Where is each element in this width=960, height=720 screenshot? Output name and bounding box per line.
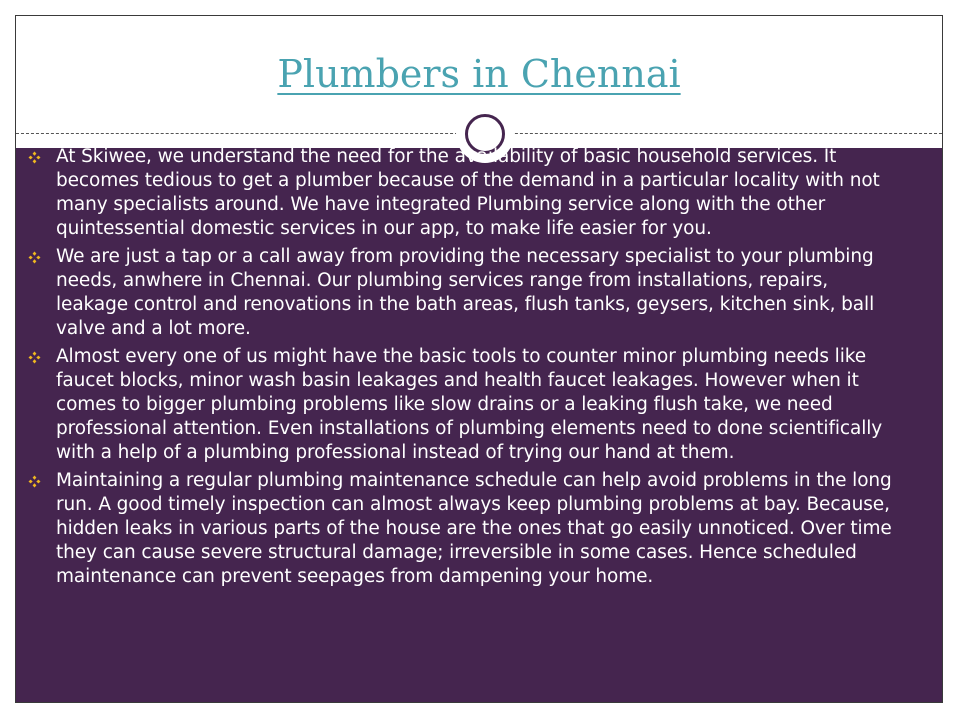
list-item [25, 469, 905, 589]
bullet-text: At Skiwee, we understand the need for the availability of basic household services. It becomes tedious to get a plumber because of the demand in a particular locality with not many specialists around. We have integrated Plumbing service along with the other quintessential domestic services in our app, to make life easier for you. [56, 146, 880, 239]
four-diamond-bullet-icon [28, 351, 41, 364]
four-diamond-bullet-icon [28, 251, 41, 264]
bullet-text: Almost every one of us might have the basic tools to counter minor plumbing needs like faucet blocks, minor wash basin leakages and health faucet leakages. However when it comes to bigger plumbing problems like slow drains or a leaking flush take, we need professional attention. Even installations of plumbing elements need to done scientifically with a help of a plumbing professional instead of trying our hand at them. [56, 346, 883, 463]
four-diamond-bullet-icon [28, 151, 41, 164]
four-diamond-bullet-icon [28, 475, 41, 488]
slide-title-link[interactable]: Plumbers in Chennai [277, 52, 681, 96]
bullet-list [25, 145, 905, 593]
list-item [25, 245, 905, 341]
bullet-text: We are just a tap or a call away from providing the necessary specialist to your plumbing needs, anwhere in Chennai. Our plumbing services range from installations, repairs, leakage control and renovations in the bath areas, flush tanks, geysers, kitchen sink, ball valve and a lot more. [56, 246, 875, 339]
bullet-text: Maintaining a regular plumbing maintenance schedule can help avoid problems in the long run. A good timely inspection can almost always keep plumbing problems at bay. Because, hidden leaks in various parts of the house are the ones that go easily unnoticed. Over time they can cause severe structural damage; irreversible in some cases. Hence scheduled maintenance can prevent seepages from dampening your home. [56, 470, 892, 587]
list-item [25, 345, 905, 465]
list-item [25, 145, 905, 241]
